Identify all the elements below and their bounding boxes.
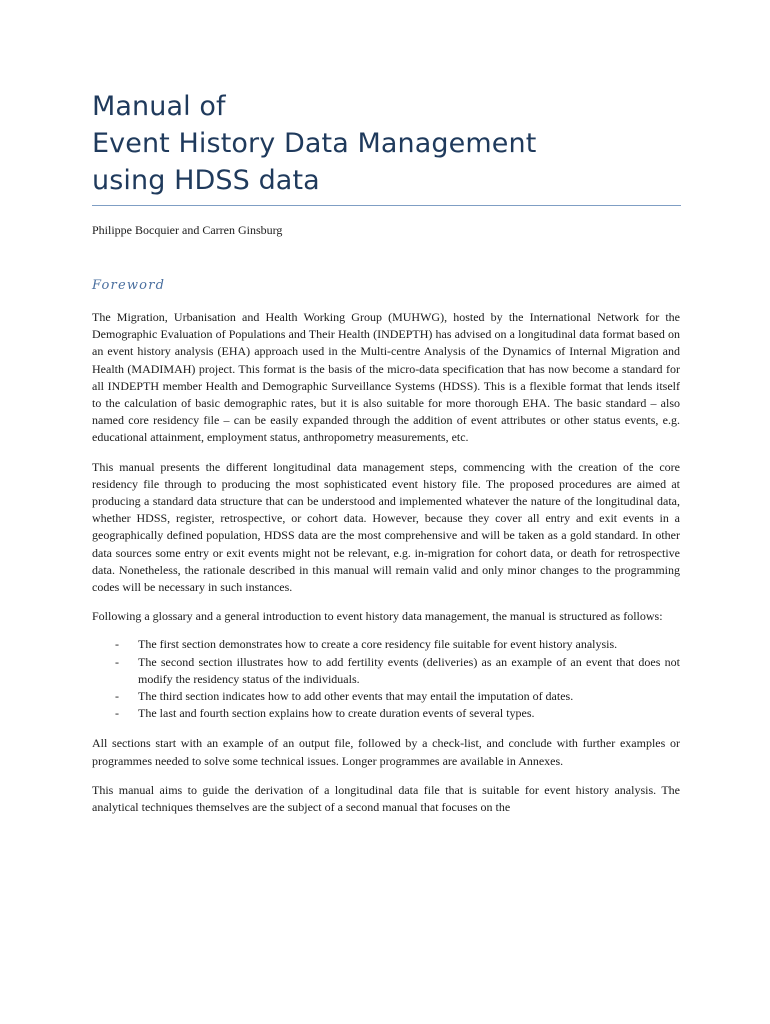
foreword-heading: Foreword (92, 278, 166, 293)
foreword-paragraph-4: All sections start with an example of an output file, followed by a check-list, and conclude with further examples or programmes needed to solve some technical issues. Longer programmes are available in Annexes. (92, 736, 680, 768)
foreword-paragraph-3: Following a glossary and a general introduction to event history data management, the manual is structured as follows: (92, 609, 663, 624)
foreword-paragraph-5: This manual aims to guide the derivation of a longitudinal data file that is suitable for event history analysis. The analytical techniques themselves are the subject of a second manual that focuses on the (92, 782, 680, 815)
list-item-text: The third section indicates how to add other events that may entail the imputation of dates. (138, 689, 574, 704)
list-item (92, 688, 680, 705)
foreword-paragraph-2: This manual presents the different longitudinal data management steps, commencing with the creation of the core residency file through to producing the most sophisticated event history file. The proposed procedures are aimed at producing a standard data structure that can be understood and implemented whatever the nature of the longitudinal data, whether HDSS, register, retrospective, or cohort data. However, because they cover all entry and exit events in a geographically defined population, HDSS data are the most comprehensive and will be taken as a gold standard. In other data sources some entry or exit events might not be relevant, e.g. in-migration for cohort data, or death for retrospective data. Nonetheless, the rationale described in this manual will remain valid and only minor changes to the programming codes will be necessary in such instances. (92, 459, 680, 595)
authors: Philippe Bocquier and Carren Ginsburg (92, 223, 283, 237)
document-page (92, 88, 680, 816)
list-item-text: The first section demonstrates how to create a core residency file suitable for event history analysis. (138, 637, 618, 652)
list-marker: - (115, 689, 119, 704)
list-item-text: The last and fourth section explains how to create duration events of several types. (138, 706, 535, 721)
structure-list (92, 636, 680, 722)
document-title (92, 88, 680, 199)
title-line-2: Event History Data Management (92, 128, 537, 159)
title-line-1: Manual of (92, 91, 226, 122)
foreword-paragraph-1: The Migration, Urbanisation and Health Working Group (MUHWG), hosted by the International Network for the Demographic Evaluation of Populations and Their Health (INDEPTH) has advised on a longitudinal data format based on an event history analysis (EHA) approach used in the Multi-centre Analysis of the Dynamics of Internal Migration and Health (MADIMAH) project. This format is the basis of the micro-data specification that has now become a standard for all INDEPTH member Health and Demographic Surveillance Systems (HDSS). This is a flexible format that lends itself to the calculation of basic demographic rates, but it is also suitable for more thorough EHA. The basic standard – also named core residency file – can be easily expanded through the addition of event attributes or other status events, e.g. educational attainment, employment status, anthropometry measurements, etc. (92, 310, 680, 445)
list-marker: - (115, 637, 119, 652)
list-marker: - (115, 654, 119, 669)
list-item (92, 636, 680, 653)
list-item (92, 654, 680, 688)
list-item (92, 705, 680, 722)
list-marker: - (115, 706, 119, 721)
list-item-text: The second section illustrates how to add fertility events (deliveries) as an example of an event that does not modify the residency status of the individuals. (138, 654, 680, 686)
title-line-3: using HDSS data (92, 165, 320, 196)
title-divider (92, 205, 681, 206)
